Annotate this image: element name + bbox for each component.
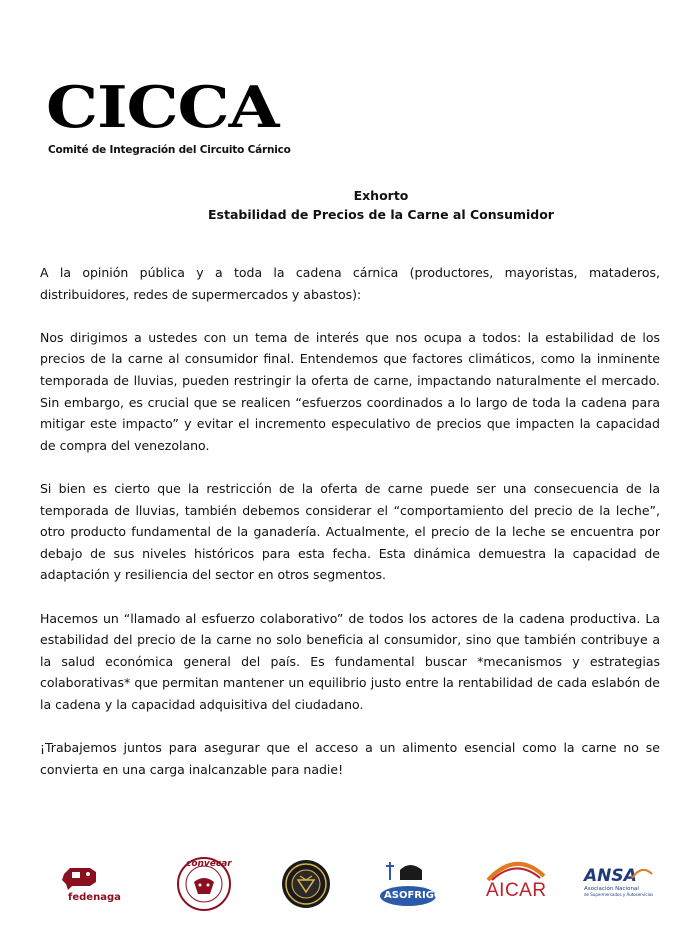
cicca-logo	[46, 74, 291, 156]
cow-icon	[60, 864, 100, 892]
convecar-logo	[176, 856, 232, 912]
aicar-text: AICAR	[486, 880, 547, 901]
logo-subtitle: Comité de Integración del Circuito Cárnico	[48, 144, 291, 156]
ansa-subtitle-2: de Supermercados y Autoservicios	[584, 892, 654, 897]
paragraph: A la opinión pública y a toda la cadena cárnica (productores, mayoristas, mataderos, distribuidores, redes de supermercados y abastos):	[40, 265, 660, 302]
paragraph: ¡Trabajemos juntos para asegurar que el acceso a un alimento esencial como la carne no se convierta en una carga inalcanzable para nadie!	[40, 740, 660, 777]
seal-logo	[280, 858, 332, 910]
document-body	[40, 262, 660, 802]
paragraph: Hacemos un “llamado al esfuerzo colaborativo” de todos los actores de la cadena productiva. La estabilidad del precio de la carne no solo beneficia al consumidor, sino que también contribuye a la salud económica general del país. Es fundamental buscar *mecanismos y estrategias colaborativas* que permitan mantener un equilibrio justo entre la rentabilidad de cada eslabón de la cadena y la capacidad adquisitiva del ciudadano.	[40, 610, 660, 712]
title-line-2: Estabilidad de Precios de la Carne al Consumidor	[208, 207, 554, 222]
asofrigo-cattle-icon	[376, 856, 443, 912]
convecar-text: convecar	[186, 859, 232, 869]
fedenaga-text: fedenaga	[68, 892, 121, 903]
ansa-text: ANSA	[584, 866, 637, 886]
fedenaga-logo	[60, 864, 130, 908]
paragraph: Nos dirigimos a ustedes con un tema de interés que nos ocupa a todos: la estabilidad de los precios de la carne al consumidor final. Entendemos que factores climáticos, como la inminente temporada de lluvias, pueden restringir la oferta de carne, impactando naturalmente el mercado. Sin embargo, es crucial que se realicen “esfuerzos coordinados a lo largo de toda la cadena para mitigar este impacto” y evitar el incremento especulativo de precios que impacten la capacidad de compra del venezolano.	[40, 329, 660, 453]
logo-wordmark: CICCA	[46, 74, 279, 141]
aicar-logo	[482, 856, 550, 912]
asofrigo-logo	[376, 856, 443, 912]
seal-icon	[280, 858, 332, 910]
footer-logos	[0, 856, 700, 916]
ansa-swoosh-icon	[630, 866, 654, 880]
ansa-subtitle-1: Asociación Nacional	[584, 886, 639, 892]
document-title	[0, 186, 700, 224]
ansa-logo	[584, 866, 664, 910]
paragraph: Si bien es cierto que la restricción de la oferta de carne puede ser una consecuencia de la temporada de lluvias, también debemos considerar el “comportamiento del precio de la leche”, otro producto fundamental de la ganadería. Actualmente, el precio de la leche se encuentra por debajo de sus niveles históricos para esta fecha. Esta dinámica demuestra la capacidad de adaptación y resiliencia del sector en otros segmentos.	[40, 480, 660, 583]
title-line-1: Exhorto	[353, 188, 409, 203]
asofrigo-text: ASOFRIGO	[384, 890, 443, 901]
